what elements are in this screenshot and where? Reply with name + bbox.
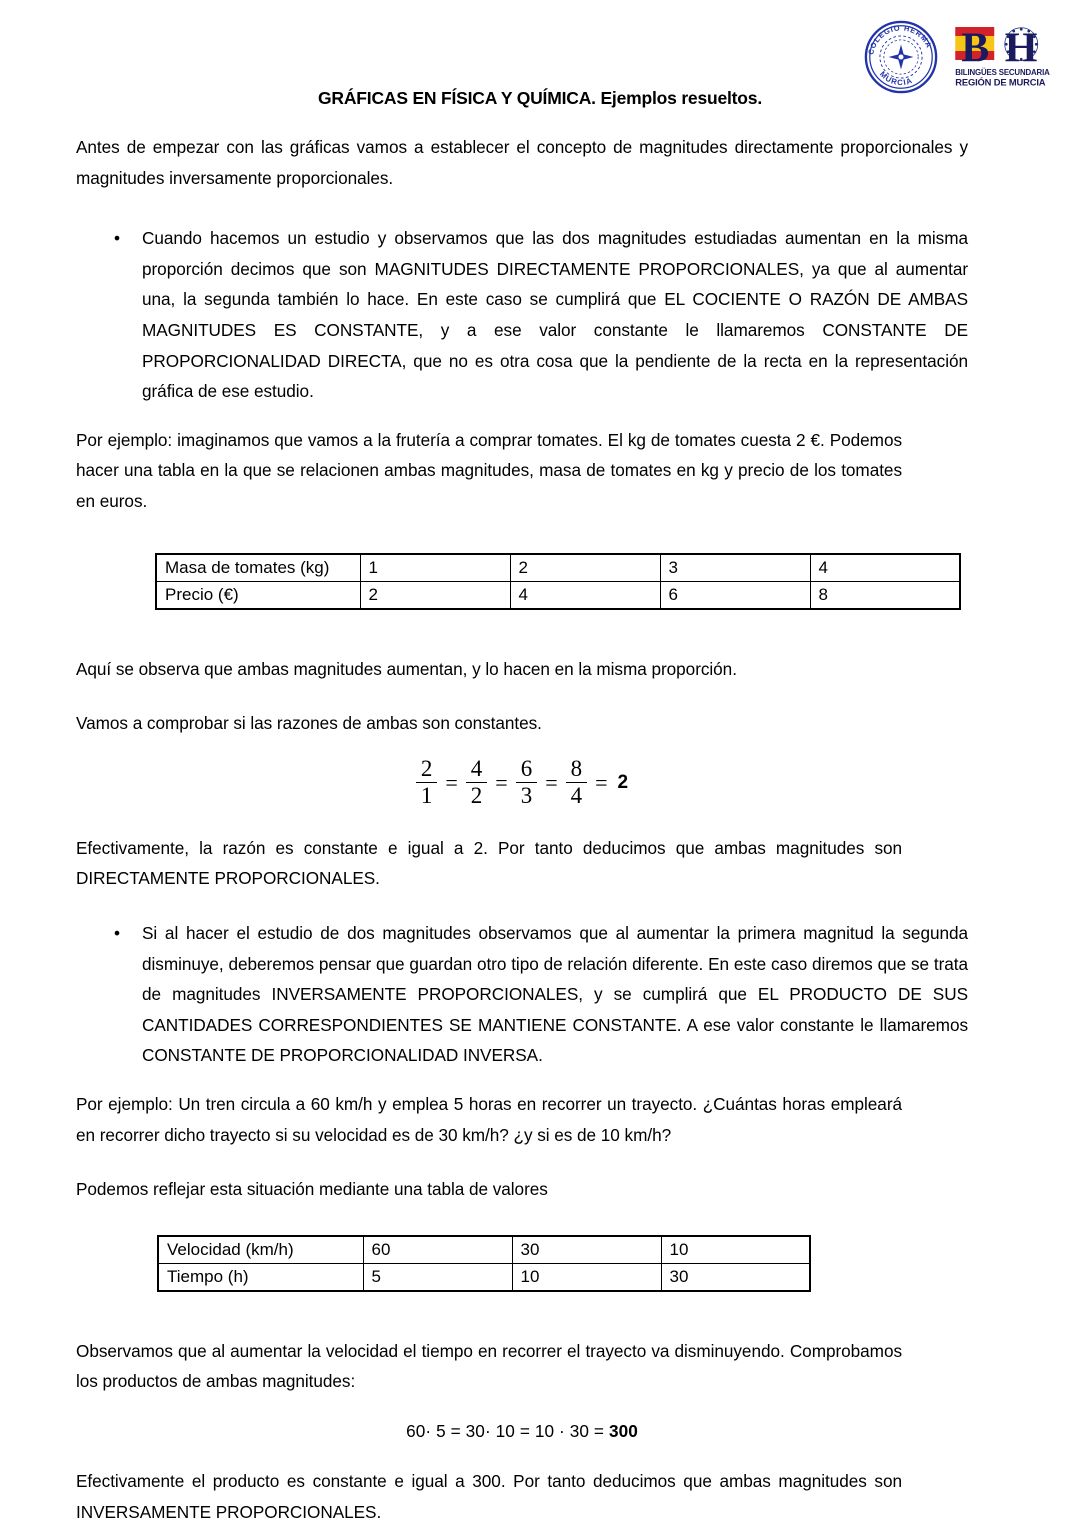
fraction-4-numerator: 8 bbox=[570, 755, 583, 781]
equals-sign-2: = bbox=[495, 769, 508, 795]
bullet-text-inversa: Si al hacer el estudio de dos magnitudes observamos que al aumentar la primera magnitud la segunda disminuye, deberemos pensar que guardan otro tipo de relación diferente. En este caso diremos que se trata de magnitudes INVERSAMENTE PROPORCIONALES, y se cumplirá que EL PRODUCTO DE SUS CANTIDADES CORRESPONDIENTES SE MANTIENE CONSTANTE. A ese valor constante le llamaremos CONSTANTE DE PROPORCIONALIDAD INVERSA. bbox=[142, 922, 968, 1066]
equation-razones bbox=[76, 757, 968, 809]
svg-text:B: B bbox=[961, 25, 990, 72]
equation-productos-result: 300 bbox=[608, 1420, 638, 1441]
cell-precio-3: 6 bbox=[660, 581, 810, 609]
equals-sign-1: = bbox=[445, 769, 458, 795]
cell-velocidad-1: 60 bbox=[363, 1236, 512, 1264]
cell-masa-3: 3 bbox=[660, 554, 810, 582]
row-header-tiempo: Tiempo (h) bbox=[158, 1263, 363, 1291]
cell-masa-4: 4 bbox=[810, 554, 960, 582]
cell-precio-1: 2 bbox=[360, 581, 510, 609]
equation-razones-result: 2 bbox=[617, 771, 629, 793]
bullet-item-inversa bbox=[110, 918, 968, 1071]
fraction-2 bbox=[466, 757, 488, 809]
cell-velocidad-3: 10 bbox=[661, 1236, 810, 1264]
row-header-velocidad: Velocidad (km/h) bbox=[158, 1236, 363, 1264]
inverse-conclusion: Efectivamente el producto es constante e igual a 300. Por tanto deducimos que ambas magnitudes son INVERSAMENTE PROPORCIONALES. bbox=[76, 1470, 902, 1522]
cell-precio-2: 4 bbox=[510, 581, 660, 609]
table-velocidad-wrapper bbox=[157, 1235, 968, 1292]
table-row bbox=[158, 1263, 810, 1291]
cell-masa-2: 2 bbox=[510, 554, 660, 582]
cell-tiempo-3: 30 bbox=[661, 1263, 810, 1291]
cell-tiempo-2: 10 bbox=[512, 1263, 661, 1291]
row-header-masa: Masa de tomates (kg) bbox=[156, 554, 360, 582]
page-title: GRÁFICAS EN FÍSICA Y QUÍMICA. Ejemplos resueltos. bbox=[318, 88, 762, 108]
fraction-3-numerator: 6 bbox=[520, 755, 533, 781]
cell-velocidad-2: 30 bbox=[512, 1236, 661, 1264]
fraction-3 bbox=[516, 757, 538, 809]
fraction-1-denominator: 1 bbox=[416, 782, 438, 808]
direct-conclusion: Efectivamente, la razón es constante e igual a 2. Por tanto deducimos que ambas magnitudes son DIRECTAMENTE PROPORCIONALES. bbox=[76, 837, 902, 889]
equation-productos-expression: 60· 5 = 30· 10 = 10 · 30 = bbox=[406, 1420, 609, 1441]
bullet-marker-icon: • bbox=[114, 922, 121, 943]
svg-text:MURCIA: MURCIA bbox=[877, 69, 915, 88]
fraction-4-denominator: 4 bbox=[566, 782, 588, 808]
bilingues-secundaria-logo-icon bbox=[952, 21, 1050, 93]
table-velocidad-tiempo bbox=[157, 1235, 811, 1292]
fraction-4 bbox=[566, 757, 588, 809]
fraction-1 bbox=[416, 757, 438, 809]
svg-text:BILINGÜES SECUNDARIA: BILINGÜES SECUNDARIA bbox=[955, 68, 1050, 77]
table-tomates-wrapper bbox=[155, 553, 968, 610]
inverse-table-lead: Podemos reflejar esta situación mediante una tabla de valores bbox=[76, 1179, 548, 1200]
equation-productos bbox=[76, 1421, 968, 1442]
svg-text:REGIÓN DE MURCIA: REGIÓN DE MURCIA bbox=[955, 77, 1046, 88]
fraction-2-denominator: 2 bbox=[466, 782, 488, 808]
fraction-2-numerator: 4 bbox=[470, 755, 483, 781]
bullet-text-directa: Cuando hacemos un estudio y observamos que las dos magnitudes estudiadas aumentan en la misma proporción decimos que son MAGNITUDES DIRECTAMENTE PROPORCIONALES, ya que al aumentar una, la segunda también lo hace. En este caso se cumplirá que EL COCIENTE O RAZÓN DE AMBAS MAGNITUDES ES CONSTANTE, y a ese valor constante le llamaremos CONSTANTE DE PROPORCIONALIDAD DIRECTA, que no es otra cosa que la pendiente de la recta en la representación gráfica de ese estudio. bbox=[142, 228, 968, 402]
fraction-1-numerator: 2 bbox=[420, 755, 433, 781]
equals-sign-3: = bbox=[545, 769, 558, 795]
table-row bbox=[158, 1236, 810, 1264]
header-logos bbox=[862, 18, 1050, 96]
row-header-precio: Precio (€) bbox=[156, 581, 360, 609]
fraction-3-denominator: 3 bbox=[516, 782, 538, 808]
bullet-item-directa bbox=[110, 223, 968, 407]
table-row bbox=[156, 554, 960, 582]
document-body bbox=[76, 132, 968, 1527]
table-masa-precio bbox=[155, 553, 961, 610]
direct-example-intro: Por ejemplo: imaginamos que vamos a la frutería a comprar tomates. El kg de tomates cuesta 2 €. Podemos hacer una tabla en la que se relacionen ambas magnitudes, masa de tomates en kg y precio de los tomates en euros. bbox=[76, 429, 902, 512]
table-row bbox=[156, 581, 960, 609]
svg-text:COLEGIO HERMA: COLEGIO HERMA bbox=[866, 23, 934, 56]
direct-observation-2: Vamos a comprobar si las razones de ambas son constantes. bbox=[76, 713, 542, 734]
equals-sign-4: = bbox=[595, 769, 608, 795]
direct-observation-1: Aquí se observa que ambas magnitudes aumentan, y lo hacen en la misma proporción. bbox=[76, 658, 737, 679]
inverse-example-intro: Por ejemplo: Un tren circula a 60 km/h y emplea 5 horas en recorrer un trayecto. ¿Cuántas horas empleará en recorrer dicho trayecto si su velocidad es de 30 km/h? ¿y si es de 10 km/h? bbox=[76, 1093, 902, 1145]
bullet-marker-icon: • bbox=[114, 228, 121, 249]
colegio-herma-murcia-seal-icon bbox=[862, 18, 940, 96]
svg-text:H: H bbox=[1004, 25, 1038, 72]
intro-paragraph: Antes de empezar con las gráficas vamos a establecer el concepto de magnitudes directamente proporcionales y magnitudes inversamente proporcionales. bbox=[76, 137, 968, 188]
inverse-observation: Observamos que al aumentar la velocidad el tiempo en recorrer el trayecto va disminuyendo. Comprobamos los productos de ambas magnitudes: bbox=[76, 1340, 902, 1392]
cell-tiempo-1: 5 bbox=[363, 1263, 512, 1291]
cell-precio-4: 8 bbox=[810, 581, 960, 609]
cell-masa-1: 1 bbox=[360, 554, 510, 582]
